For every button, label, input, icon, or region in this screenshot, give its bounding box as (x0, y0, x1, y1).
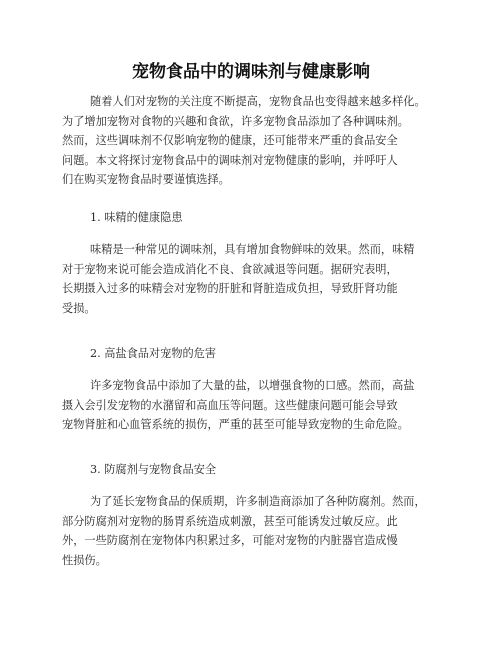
section-paragraph-msg (62, 240, 447, 318)
paragraph-line: 部分防腐剂对宠物的肠胃系统造成刺激，甚至可能诱发过敏反应。此 (62, 514, 398, 528)
paragraph-line: 外，一些防腐剂在宠物体内积累过多，可能对宠物的内脏器官造成慢 (62, 534, 398, 547)
intro-line: 随着人们对宠物的关注度不断提高，宠物食品也变得越来越多样化。 (90, 95, 426, 108)
paragraph-line: 为了延长宠物食品的保质期，许多制造商添加了各种防腐剂。然而， (90, 495, 426, 508)
paragraph-line: 味精是一种常见的调味剂，具有增加食物鲜味的效果。然而，味精 (90, 243, 415, 256)
paragraph-line: 许多宠物食品中添加了大量的盐，以增强食物的口感。然而，高盐 (90, 379, 415, 392)
intro-line: 然而，这些调味剂不仅影响宠物的健康，还可能带来严重的食品安全 (62, 134, 398, 147)
intro-line: 问题。本文将探讨宠物食品中的调味剂对宠物健康的影响，并呼吁人 (62, 153, 398, 167)
paragraph-line: 长期摄入过多的味精会对宠物的肝脏和肾脏造成负担，导致肝肾功能 (62, 282, 398, 295)
intro-paragraph (62, 92, 447, 190)
paragraph-line: 摄入会引发宠物的水潴留和高血压等问题。这些健康问题可能会导致 (62, 398, 398, 412)
paragraph-line: 宠物肾脏和心血管系统的损伤，严重的甚至可能导致宠物的生命危险。 (62, 418, 409, 431)
section-paragraph-salt (62, 376, 447, 435)
intro-line: 们在购买宠物食品时要谨慎选择。 (62, 173, 230, 186)
paragraph-line: 对于宠物来说可能会造成消化不良、食欲减退等问题。据研究表明， (62, 262, 398, 276)
section-heading-salt: 2. 高盐食品对宠物的危害 (90, 347, 217, 360)
intro-line: 为了增加宠物对食物的兴趣和食欲，许多宠物食品添加了各种调味剂。 (62, 114, 409, 128)
section-heading-preservatives: 3. 防腐剂与宠物食品安全 (90, 463, 217, 476)
section-paragraph-preservatives (62, 492, 447, 570)
document-title: 宠物食品中的调味剂与健康影响 (132, 62, 370, 82)
paragraph-line: 受损。 (62, 301, 96, 315)
section-heading-msg: 1. 味精的健康隐患 (90, 211, 183, 224)
paragraph-line: 性损伤。 (62, 553, 107, 567)
